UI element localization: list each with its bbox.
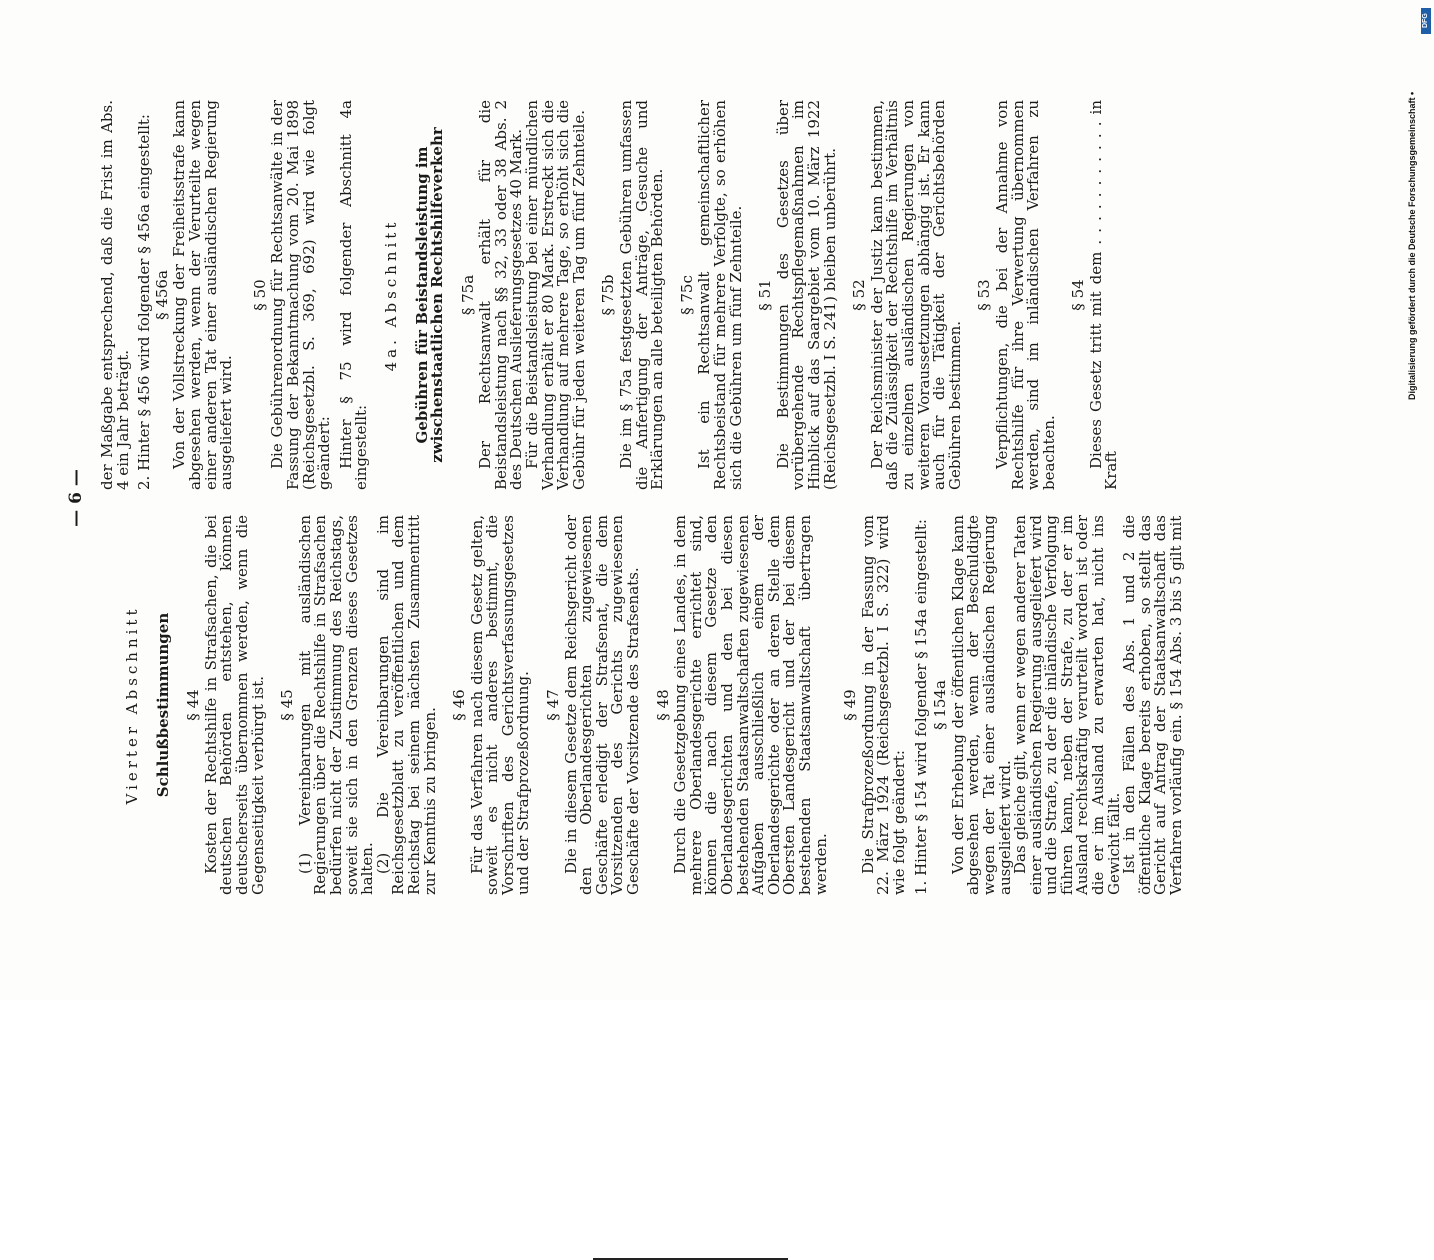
- abschnitt-4a-title: Gebühren für Beistandsleistung im zwischenstaatlichen Rechtshilfeverkehr: [412, 127, 447, 463]
- section-45-paragraph-2: (2) Die Vereinbarungen sind im Reichsgesetzblatt zu veröffentlichen und dem Reichstag bei seinem nächsten Zusammentritt zur Kenntnis zu bringen.: [373, 515, 439, 895]
- section-50-number: § 50: [250, 279, 269, 311]
- section-49-item-1: 1. Hinter § 154 wird folgender § 154a eingestellt:: [911, 519, 930, 895]
- section-47-number: § 47: [544, 689, 563, 721]
- item-2: 2. Hinter § 456 wird folgender § 456a eingestellt:: [135, 114, 154, 490]
- right-text-column: [100, 100, 1120, 490]
- section-456a-text: Von der Vollstreckung der Freiheitsstrafe kann abgesehen werden, wenn der Verurteilte wegen einer anderen Tat einer ausländischen Regierung ausgeliefert wird.: [170, 100, 236, 490]
- section-456a-number: § 456a: [152, 270, 171, 320]
- section-75c-number: § 75c: [677, 275, 696, 315]
- section-49-text: Die Strafprozeßordnung in der Fassung vom 22. März 1924 (Reichsgesetzbl. I S. 322) wird wie folgt geändert:: [858, 515, 908, 895]
- section-51-text: Die Bestimmungen des Gesetzes über vorübergehende Rechtspflegemaßnahmen im Hinblick auf das Saargebiet vom 10. März 1922 (Reichsgesetzbl. I S. 241) bleiben unberührt.: [773, 100, 839, 490]
- section-50-paragraph-1: Die Gebührenordnung für Rechtsanwälte in der Fassung der Bekanntmachung vom 20. Mai 1898 (Reichsgesetzbl. S. 369, 692) wird wie folgt geändert:: [268, 100, 334, 490]
- section-heading: Vierter Abschnitt: [123, 605, 141, 805]
- abschnitt-4a-heading: 4a. Abschnitt: [381, 218, 400, 372]
- continuation-text: der Maßgabe entsprechend, daß die Frist im Abs. 4 ein Jahr beträgt.: [98, 100, 132, 490]
- section-75b-text: Die im § 75a festgesetzten Gebühren umfassen die Anfertigung der Anträge, Gesuche und Erklärungen an alle beteiligten Behörden.: [617, 100, 667, 490]
- section-154a-paragraph-1: Von der Erhebung der öffentlichen Klage kann abgesehen werden, wenn der Beschuldigte wegen der Tat einer ausländischen Regierung ausgeliefert wird.: [948, 515, 1014, 895]
- section-49-number: § 49: [841, 689, 860, 721]
- section-47-text: Die in diesem Gesetze dem Reichsgericht oder den Oberlandesgerichten zugewiesenen Geschäfte erledigt der Strafsenat, die dem Vorsitzenden des Gerichts zugewiesenen Geschäfte der Vorsitzende des Strafsenats.: [561, 515, 643, 895]
- section-50-paragraph-2: Hinter § 75 wird folgender Abschnitt 4a eingestellt:: [336, 100, 371, 490]
- page-number: — 6 —: [66, 469, 86, 527]
- left-text-column: [110, 515, 1185, 895]
- section-44-number: § 44: [184, 689, 203, 721]
- section-44-text: Kosten der Rechtshilfe in Strafsachen, die bei deutschen Behörden entstehen, können deutscherseits übernommen werden, wenn die Gegenseitigkeit verbürgt ist.: [201, 515, 267, 895]
- section-75b-number: § 75b: [599, 274, 618, 316]
- section-51-number: § 51: [756, 279, 775, 311]
- digitization-credit: Digitalisierung gefördert durch die Deutsche Forschungsgemeinschaft •: [1407, 91, 1417, 400]
- section-46-number: § 46: [450, 689, 469, 721]
- section-154a-paragraph-3: Ist in den Fällen des Abs. 1 und 2 die öffentliche Klage bereits erhoben, so stellt das Gericht auf Antrag der Staatsanwaltschaft das Verfahren vorläufig ein. § 154 Abs. 3 bis 5 gilt mit: [1120, 515, 1186, 895]
- section-53-number: § 53: [975, 279, 994, 311]
- section-48-number: § 48: [653, 689, 672, 721]
- section-54-number: § 54: [1069, 279, 1088, 311]
- section-45-number: § 45: [278, 689, 297, 721]
- section-54-text: Dieses Gesetz tritt mit dem . . . . . . . . . . . in Kraft: [1086, 100, 1121, 490]
- section-154a-paragraph-2: Das gleiche gilt, wenn er wegen anderer Taten einer ausländischen Regierung ausgeliefert wird und die Strafe, zu der die inländische Verfolgung führen kann, neben der Strafe, zu der er im Ausland rechtskräftig verurteilt worden ist oder die er im Ausland zu erwarten hat, nicht ins Gewicht fällt.: [1011, 515, 1123, 895]
- section-75c-text: Ist ein Rechtsanwalt gemeinschaftlicher Rechtsbeistand für mehrere Verfolgte, so erhöhen sich die Gebühren um fünf Zehnteile.: [695, 100, 745, 490]
- section-52-text: Der Reichsminister der Justiz kann bestimmen, daß die Zulässigkeit der Rechtshilfe im Verhältnis zu einzelnen ausländischen Regierungen von weiteren Voraussetzungen abhängig ist. Er kann auch für die Tätigkeit der Gerichtsbehörden Gebühren bestimmen.: [867, 100, 964, 490]
- section-52-number: § 52: [850, 279, 869, 311]
- section-48-text: Durch die Gesetzgebung eines Landes, in dem mehrere Oberlandesgerichte errichtet sind, können die nach diesem Gesetze den Oberlandesgerichten und den bei diesen bestehenden Staatsanwaltschaften zugewiesenen Aufgaben ausschließlich einem der Oberlandesgerichte oder an deren Stelle dem Obersten Landesgericht und der bei diesem bestehenden Staatsanwaltschaft übertragen werden.: [671, 515, 830, 895]
- section-46-text: Für das Verfahren nach diesem Gesetz gelten, soweit es nicht anderes bestimmt, die Vorschriften des Gerichtsverfassungsgesetzes und der Strafprozeßordnung.: [467, 515, 533, 895]
- section-53-text: Verpflichtungen, die bei der Annahme von Rechtshilfe für ihre Verwertung übernommen werden, sind im inländischen Verfahren zu beachten.: [992, 100, 1058, 490]
- section-75a-paragraph-2: Für die Beistandsleistung bei einer mündlichen Verhandlung erhält er 80 Mark. Erstreckt sich die Verhandlung auf mehrere Tage, so erhöht sich die Gebühr für jeden weiteren Tag um fünf Zehnteile.: [523, 100, 588, 490]
- section-154a-number: § 154a: [931, 680, 950, 730]
- section-75a-paragraph-1: Der Rechtsanwalt erhält für die Beistandsleistung nach §§ 32, 33 oder 38 Abs. 2 des Deutschen Auslieferungsgesetzes 40 Mark.: [476, 100, 526, 490]
- section-75a-number: § 75a: [458, 274, 477, 316]
- dfg-logo: DFG: [1421, 8, 1431, 34]
- section-45-paragraph-1: (1) Vereinbarungen mit ausländischen Regierungen über die Rechtshilfe in Strafsachen bedürfen nicht der Zustimmung des Reichstags, soweit sie sich in den Grenzen dieses Gesetzes halten.: [295, 515, 377, 895]
- section-subheading: Schlußbestimmungen: [153, 612, 172, 798]
